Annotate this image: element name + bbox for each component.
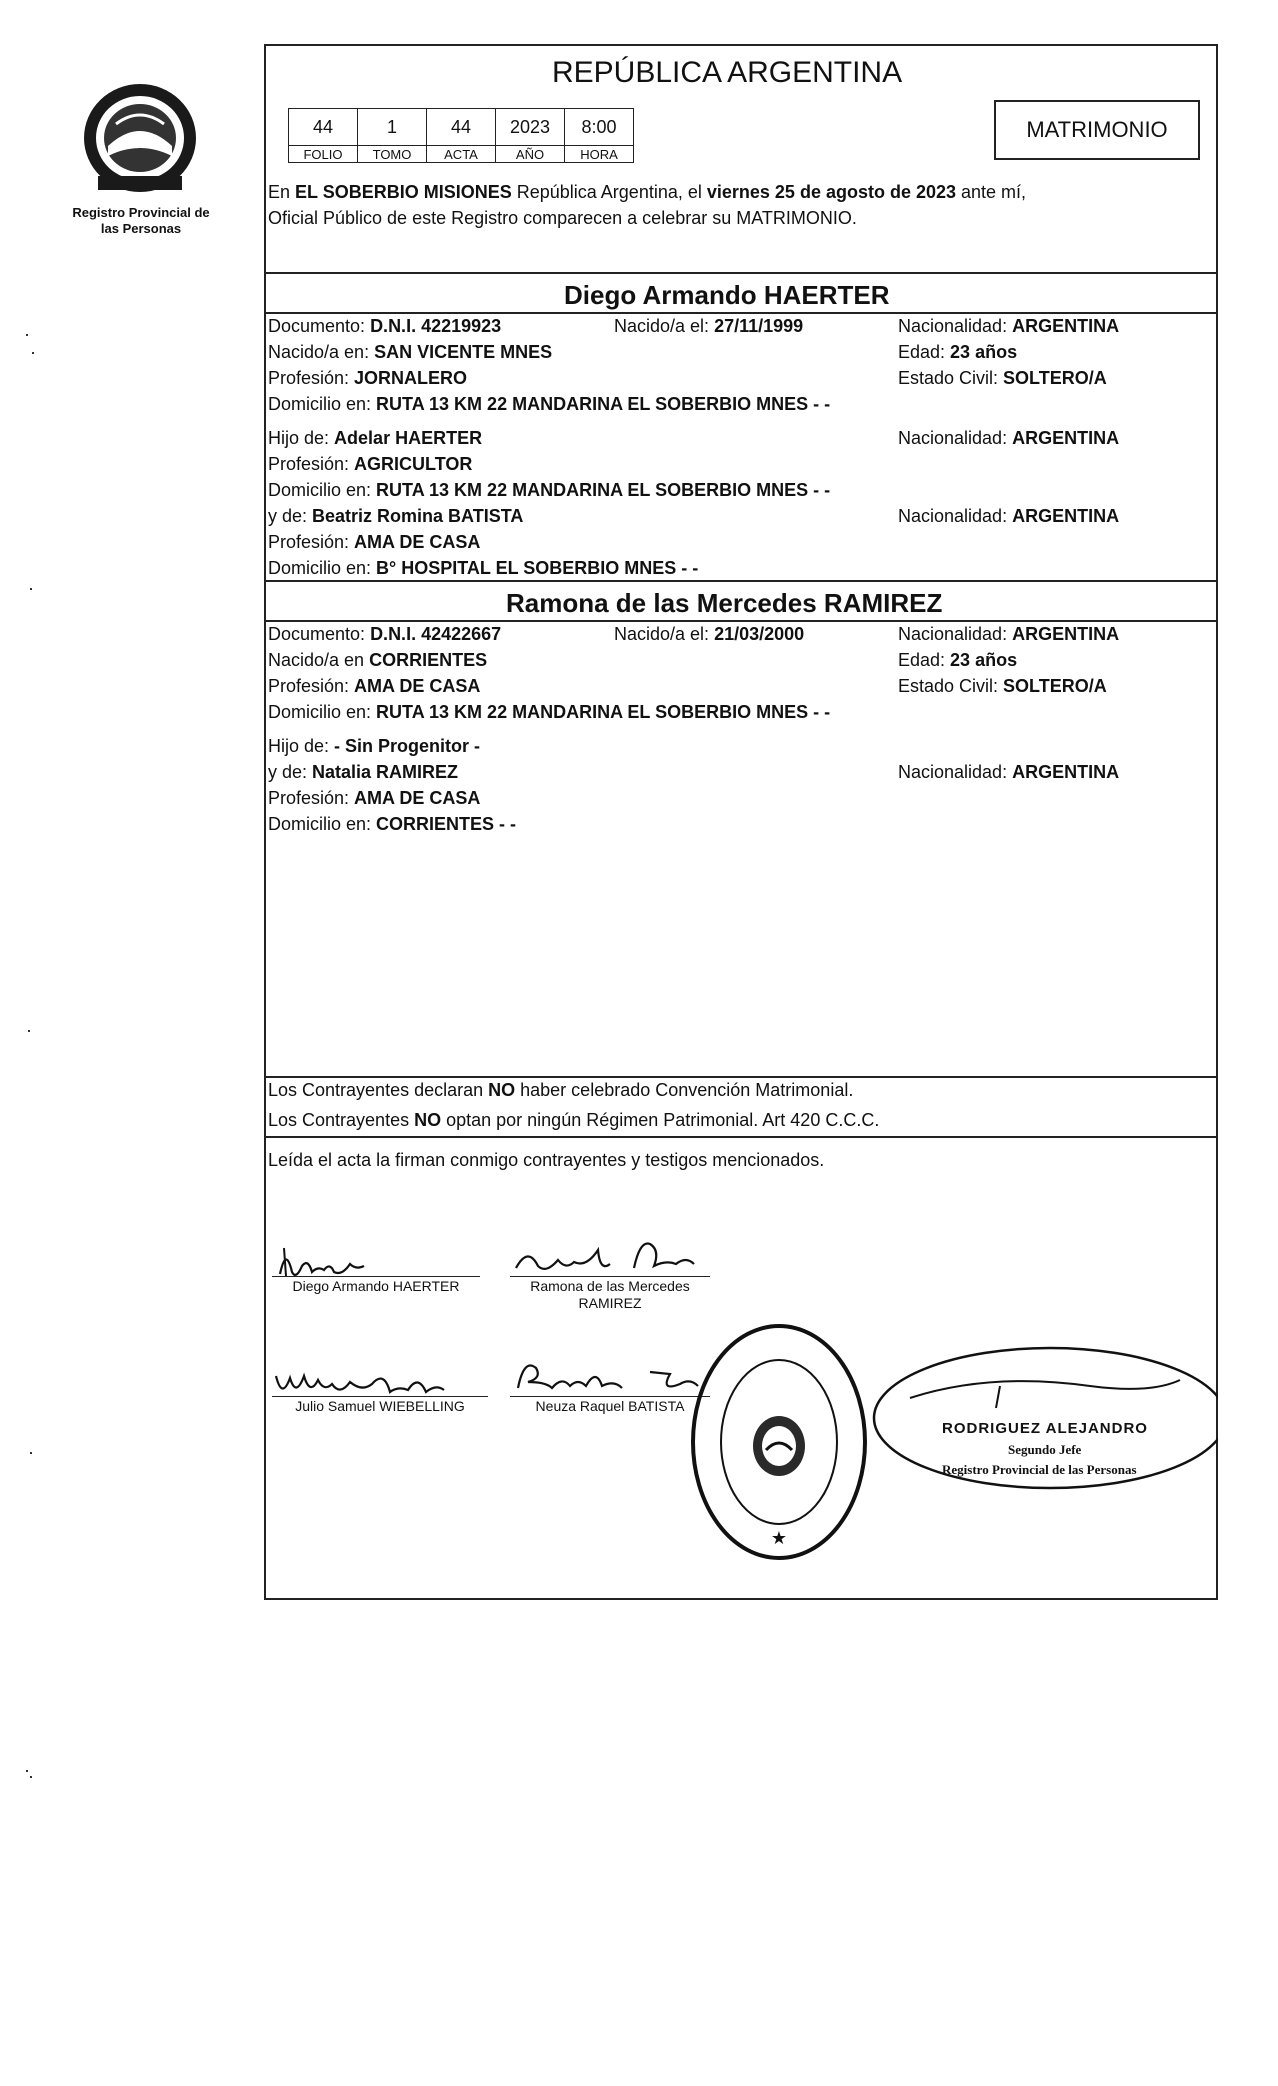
bride-mother-profession: Profesión: AMA DE CASA xyxy=(268,788,481,808)
closing-text: Leída el acta la firman conmigo contrayentes y testigos mencionados. xyxy=(268,1150,825,1170)
groom-mother-nationality: Nacionalidad: ARGENTINA xyxy=(898,506,1120,526)
bride-document: Documento: D.N.I. 42422667 xyxy=(268,624,502,644)
groom-birth-place: Nacido/a en: SAN VICENTE MNES xyxy=(268,342,553,362)
tomo-label: TOMO xyxy=(358,146,427,163)
officer-name: RODRIGUEZ ALEJANDRO xyxy=(942,1420,1148,1437)
groom-name: Diego Armando HAERTER xyxy=(564,280,890,310)
registry-stamp-icon xyxy=(686,1318,872,1566)
page-title: REPÚBLICA ARGENTINA xyxy=(552,56,903,89)
groom-father-profession: Profesión: AGRICULTOR xyxy=(268,454,473,474)
folio-label: FOLIO xyxy=(289,146,358,163)
bride-mother: y de: Natalia RAMIREZ xyxy=(268,762,459,782)
registry-table xyxy=(288,108,634,163)
officer-organization: Registro Provincial de las Personas xyxy=(942,1462,1137,1477)
groom-address: Domicilio en: RUTA 13 KM 22 MANDARINA EL SOBERBIO MNES - - xyxy=(268,394,831,414)
groom-age: Edad: 23 años xyxy=(898,342,1018,362)
groom-mother: y de: Beatriz Romina BATISTA xyxy=(268,506,524,526)
groom-mother-address: Domicilio en: B° HOSPITAL EL SOBERBIO MNES - - xyxy=(268,558,699,578)
bride-nationality: Nacionalidad: ARGENTINA xyxy=(898,624,1120,644)
groom-civil-status: Estado Civil: SOLTERO/A xyxy=(898,368,1107,388)
intro-line-1: En EL SOBERBIO MISIONES República Argentina, el viernes 25 de agosto de 2023 ante mí, xyxy=(268,182,1027,202)
bride-signature-icon xyxy=(510,1232,720,1282)
marriage-certificate xyxy=(264,44,1218,1600)
intro-line-2: Oficial Público de este Registro comparecen a celebrar su MATRIMONIO. xyxy=(268,208,857,228)
bride-name: Ramona de las Mercedes RAMIREZ xyxy=(506,588,943,618)
folio-value: 44 xyxy=(289,109,358,146)
bride-address: Domicilio en: RUTA 13 KM 22 MANDARINA EL SOBERBIO MNES - - xyxy=(268,702,831,722)
groom-father: Hijo de: Adelar HAERTER xyxy=(268,428,483,448)
svg-text:★: ★ xyxy=(770,1528,788,1548)
witness-2-signature-caption: Neuza Raquel BATISTA xyxy=(535,1398,685,1414)
bride-birth-place: Nacido/a en CORRIENTES xyxy=(268,650,488,670)
bride-birth-date: Nacido/a el: 21/03/2000 xyxy=(614,624,805,644)
act-type-box: MATRIMONIO xyxy=(994,100,1200,160)
hour-label: HORA xyxy=(565,146,634,163)
tomo-value: 1 xyxy=(358,109,427,146)
acta-value: 44 xyxy=(427,109,496,146)
groom-profession: Profesión: JORNALERO xyxy=(268,368,468,388)
officer-role: Segundo Jefe xyxy=(1008,1442,1082,1457)
acta-label: ACTA xyxy=(427,146,496,163)
groom-signature-caption: Diego Armando HAERTER xyxy=(292,1278,460,1294)
groom-document: Documento: D.N.I. 42219923 xyxy=(268,316,502,336)
groom-birth-date: Nacido/a el: 27/11/1999 xyxy=(614,316,804,336)
bride-civil-status: Estado Civil: SOLTERO/A xyxy=(898,676,1107,696)
hour-value: 8:00 xyxy=(565,109,634,146)
bride-father: Hijo de: - Sin Progenitor - xyxy=(268,736,481,756)
bride-signature-caption: Ramona de las Mercedes RAMIREZ xyxy=(530,1278,690,1311)
groom-father-address: Domicilio en: RUTA 13 KM 22 MANDARINA EL SOBERBIO MNES - - xyxy=(268,480,831,500)
convention-statement: Los Contrayentes declaran NO haber celebrado Convención Matrimonial. xyxy=(268,1080,854,1100)
groom-nationality: Nacionalidad: ARGENTINA xyxy=(898,316,1120,336)
bride-mother-address: Domicilio en: CORRIENTES - - xyxy=(268,814,517,834)
witness-1-signature-caption: Julio Samuel WIEBELLING xyxy=(295,1398,465,1414)
regime-statement: Los Contrayentes NO optan por ningún Régimen Patrimonial. Art 420 C.C.C. xyxy=(268,1110,880,1130)
seal-label: Registro Provincial de las Personas xyxy=(72,205,210,236)
bride-profession: Profesión: AMA DE CASA xyxy=(268,676,481,696)
groom-father-nationality: Nacionalidad: ARGENTINA xyxy=(898,428,1120,448)
year-label: AÑO xyxy=(496,146,565,163)
seal-emblem-icon xyxy=(78,76,202,196)
year-value: 2023 xyxy=(496,109,565,146)
groom-mother-profession: Profesión: AMA DE CASA xyxy=(268,532,481,552)
bride-mother-nationality: Nacionalidad: ARGENTINA xyxy=(898,762,1120,782)
bride-age: Edad: 23 años xyxy=(898,650,1018,670)
